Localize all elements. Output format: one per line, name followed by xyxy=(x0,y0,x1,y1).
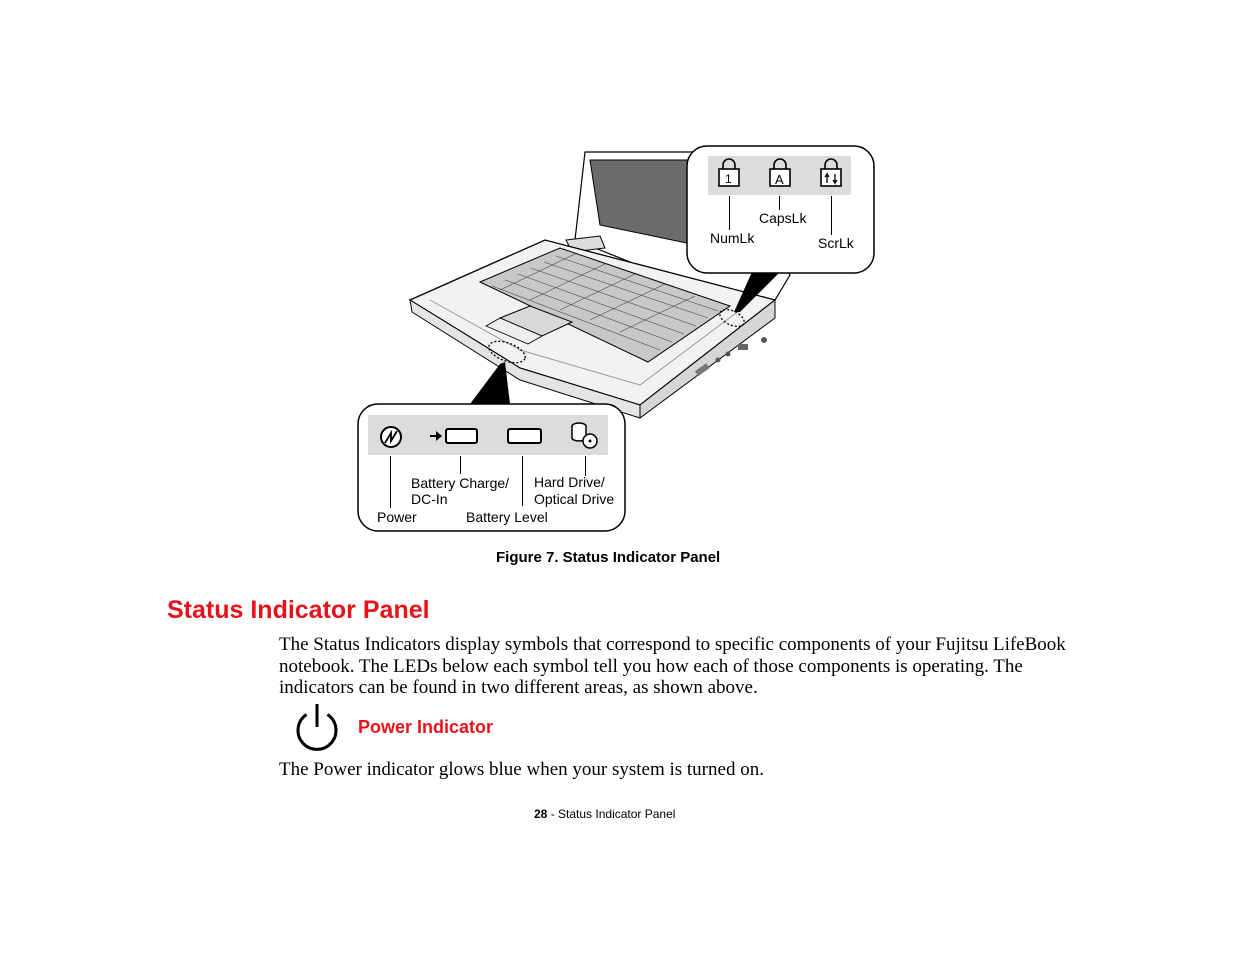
battery-charge-label-line1: Battery Charge/ xyxy=(411,475,510,491)
capslk-label: CapsLk xyxy=(759,210,807,226)
footer-title: Status Indicator Panel xyxy=(558,807,676,821)
power-label: Power xyxy=(377,509,417,525)
page-footer xyxy=(534,807,675,821)
intro-paragraph: The Status Indicators display symbols that correspond to specific components of your Fujitsu LifeBook notebook. The LEDs below each symbol tell you how each of those components is operating. The indicators can be found in two different areas, as shown above. xyxy=(279,634,1066,698)
scrlk-label: ScrLk xyxy=(818,235,854,251)
numlk-label: NumLk xyxy=(710,230,755,246)
power-indicator-heading: Power Indicator xyxy=(358,717,494,737)
footer-separator: - xyxy=(547,807,559,821)
power-indicator-paragraph: The Power indicator glows blue when your system is turned on. xyxy=(279,759,764,780)
hard-drive-label-line1: Hard Drive/ xyxy=(534,474,605,490)
battery-level-label: Battery Level xyxy=(466,509,548,525)
power-icon xyxy=(294,702,340,752)
status-indicator-figure xyxy=(350,140,890,540)
battery-charge-label-line2: DC-In xyxy=(411,491,448,507)
capslk-symbol: A xyxy=(775,172,784,187)
figure-caption: Figure 7. Status Indicator Panel xyxy=(496,549,721,566)
numlk-symbol: 1 xyxy=(725,172,732,186)
section-heading: Status Indicator Panel xyxy=(167,596,430,624)
page-number: 28 xyxy=(534,807,548,821)
hard-drive-label-line2: Optical Drive xyxy=(534,491,615,507)
